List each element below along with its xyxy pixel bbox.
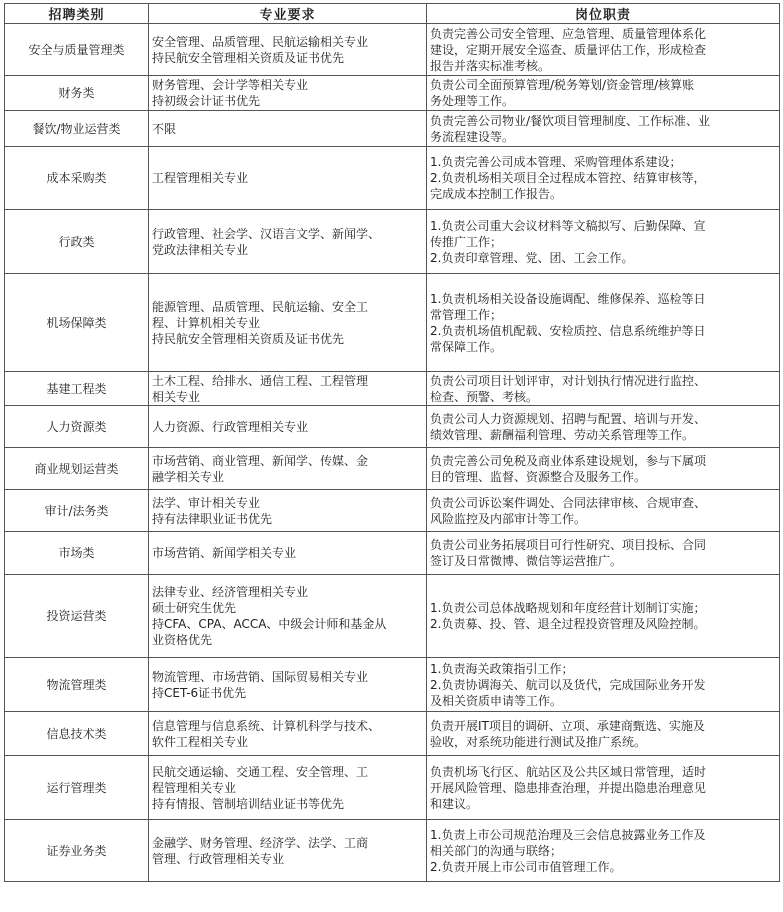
duties-cell: [427, 406, 780, 448]
requirement-line: 能源管理、品质管理、民航运输、安全工: [152, 299, 369, 314]
requirement-line: 安全管理、品质管理、民航运输相关专业: [152, 34, 369, 49]
duties-cell: [427, 448, 780, 490]
requirement-line: 持民航安全管理相关资质及证书优先: [152, 331, 345, 346]
requirements-cell: [149, 274, 427, 372]
duties-cell: [427, 575, 780, 658]
category-cell: 人力资源类: [5, 406, 149, 448]
category-cell: 餐饮/物业运营类: [5, 111, 149, 147]
duty-line: 相关部门的沟通与联络；: [430, 843, 563, 858]
table-row: [5, 712, 780, 756]
duty-line: 负责公司项目计划评审，对计划执行情况进行监控、: [430, 373, 707, 388]
requirements-cell: [149, 490, 427, 532]
duty-line: 检查、预警、考核。: [430, 389, 539, 404]
requirements-cell: [149, 712, 427, 756]
duty-line: 2.负责开展上市公司市值管理工作。: [430, 859, 622, 874]
duty-line: 2.负责机场值机配载、安检质控、信息系统维护等日: [430, 323, 706, 338]
duty-line: 绩效管理、薪酬福利管理、劳动关系管理等工作。: [430, 427, 695, 442]
category-cell: 物流管理类: [5, 658, 149, 712]
requirement-line: 法律专业、经济管理相关专业: [152, 585, 309, 599]
duty-line: 负责开展IT项目的调研、立项、承建商甄选、实施及: [430, 718, 705, 733]
duties-cell: [427, 111, 780, 147]
duty-line: 常管理工作；: [430, 307, 503, 322]
recruitment-table: [4, 3, 780, 882]
requirement-line: 持民航安全管理相关资质及证书优先: [152, 50, 345, 65]
duty-line: 和建议。: [430, 796, 479, 811]
category-cell: 机场保障类: [5, 274, 149, 372]
requirement-line: 持CET-6证书优先: [152, 685, 247, 700]
duty-line: 2.负责印章管理、党、团、工会工作。: [430, 250, 634, 265]
category-cell: 成本采购类: [5, 147, 149, 210]
duty-line: 负责公司诉讼案件调处、合同法律审核、合规审查、: [430, 495, 707, 510]
requirement-line: 软件工程相关专业: [152, 734, 249, 749]
duty-line: 报告并落实标准考核。: [430, 58, 551, 73]
requirements-cell: [149, 658, 427, 712]
duty-line: 2.负责协调海关、航司以及货代，完成国际业务开发: [430, 677, 706, 692]
category-cell: 运行管理类: [5, 756, 149, 820]
duties-cell: [427, 658, 780, 712]
table-row: [5, 756, 780, 820]
requirement-line: 管理、行政管理相关专业: [152, 851, 285, 866]
duty-line: 开展风险管理、隐患排查治理，并提出隐患治理意见: [430, 780, 707, 795]
requirement-line: 持有法律职业证书优先: [152, 511, 273, 526]
duty-line: 目的管理、监督、资源整合及服务工作。: [430, 469, 647, 484]
requirements-cell: [149, 448, 427, 490]
requirements-cell: [149, 210, 427, 274]
duties-cell: [427, 532, 780, 575]
table-body: [5, 24, 780, 882]
duty-line: 负责公司人力资源规划、招聘与配置、培训与开发、: [430, 411, 707, 426]
duty-line: 务流程建设等。: [430, 129, 515, 144]
duty-line: 1.负责完善公司成本管理、采购管理体系建设；: [430, 155, 682, 169]
requirements-cell: [149, 532, 427, 575]
duty-line: 签订及日常微博、微信等运营推广。: [430, 554, 623, 568]
duty-line: 1.负责公司重大会议材料等文稿拟写、后勤保障、宣: [430, 218, 706, 233]
requirement-line: 金融学、财务管理、经济学、法学、工商: [152, 835, 369, 850]
table-row: [5, 111, 780, 147]
category-cell: 基建工程类: [5, 372, 149, 406]
category-cell: 市场类: [5, 532, 149, 575]
requirements-cell: [149, 147, 427, 210]
table-row: [5, 274, 780, 372]
duty-line: 负责完善公司安全管理、应急管理、质量管理体系化: [430, 26, 707, 41]
table-row: [5, 210, 780, 274]
header-requirements: 专业要求: [149, 4, 427, 24]
duty-line: 常保障工作。: [430, 339, 503, 354]
requirement-line: 法学、审计相关专业: [152, 495, 261, 510]
requirement-line: 市场营销、新闻学相关专业: [152, 546, 297, 560]
requirement-line: 物流管理、市场营销、国际贸易相关专业: [152, 669, 369, 684]
category-cell: 行政类: [5, 210, 149, 274]
requirement-line: 持CFA、CPA、ACCA、中级会计师和基金从: [152, 617, 387, 631]
requirements-cell: [149, 372, 427, 406]
duties-cell: [427, 372, 780, 406]
duty-line: 务处理等工作。: [430, 94, 515, 108]
duty-line: 1.负责机场相关设备设施调配、维修保养、巡检等日: [430, 291, 706, 306]
duties-cell: [427, 756, 780, 820]
table-row: [5, 490, 780, 532]
duties-cell: [427, 712, 780, 756]
category-cell: 财务类: [5, 76, 149, 111]
duty-line: 传推广工作；: [430, 234, 503, 249]
requirement-line: 信息管理与信息系统、计算机科学与技术、: [152, 718, 381, 733]
table-row: [5, 820, 780, 882]
requirement-line: 持有情报、管制培训结业证书等优先: [152, 796, 345, 811]
category-cell: 投资运营类: [5, 575, 149, 658]
duty-line: 负责完善公司物业/餐饮项目管理制度、工作标准、业: [430, 113, 711, 128]
requirement-line: 市场营销、商业管理、新闻学、传媒、金: [152, 453, 369, 468]
requirement-line: 程管理相关专业: [152, 780, 237, 795]
table-header: [5, 4, 780, 24]
requirement-line: 土木工程、给排水、通信工程、工程管理: [152, 373, 369, 388]
table-row: [5, 24, 780, 76]
duty-line: 1.负责上市公司规范治理及三会信息披露业务工作及: [430, 827, 706, 842]
category-cell: 审计/法务类: [5, 490, 149, 532]
duty-line: 验收，对系统功能进行测试及推广系统。: [430, 734, 647, 749]
requirement-line: 相关专业: [152, 389, 201, 404]
duties-cell: [427, 820, 780, 882]
requirements-cell: [149, 406, 427, 448]
duties-cell: [427, 490, 780, 532]
category-cell: 安全与质量管理类: [5, 24, 149, 76]
requirement-line: 工程管理相关专业: [152, 171, 249, 185]
table-row: [5, 372, 780, 406]
duties-cell: [427, 24, 780, 76]
duties-cell: [427, 210, 780, 274]
duty-line: 负责公司业务拓展项目可行性研究、项目投标、合同: [430, 538, 707, 552]
requirements-cell: [149, 76, 427, 111]
requirements-cell: [149, 820, 427, 882]
requirement-line: 行政管理、社会学、汉语言文学、新闻学、: [152, 226, 381, 241]
requirement-line: 持初级会计证书优先: [152, 94, 261, 108]
table-row: [5, 76, 780, 111]
requirements-cell: [149, 756, 427, 820]
header-row: [5, 4, 780, 24]
table-row: [5, 575, 780, 658]
table-row: [5, 406, 780, 448]
category-cell: 商业规划运营类: [5, 448, 149, 490]
table-row: [5, 448, 780, 490]
duty-line: 2.负责机场相关项目全过程成本管控、结算审核等，: [430, 171, 706, 185]
duties-cell: [427, 76, 780, 111]
duty-line: 完成成本控制工作报告。: [430, 187, 563, 201]
category-cell: 信息技术类: [5, 712, 149, 756]
duty-line: 2.负责募、投、管、退全过程投资管理及风险控制。: [430, 617, 706, 631]
table-row: [5, 532, 780, 575]
requirement-line: 硕士研究生优先: [152, 601, 237, 615]
header-duties: 岗位职责: [427, 4, 780, 24]
requirement-line: 程、计算机相关专业: [152, 315, 261, 330]
duty-line: 1.负责海关政策指引工作；: [430, 661, 574, 676]
duty-line: 及相关资质申请等工作。: [430, 693, 563, 708]
requirement-line: 人力资源、行政管理相关专业: [152, 419, 309, 434]
requirements-cell: [149, 24, 427, 76]
category-cell: 证券业务类: [5, 820, 149, 882]
requirement-line: 融学相关专业: [152, 469, 225, 484]
duty-line: 风险监控及内部审计等工作。: [430, 511, 587, 526]
requirement-line: 业资格优先: [152, 633, 213, 647]
duty-line: 建设，定期开展安全巡查、质量评估工作，形成检查: [430, 42, 707, 57]
duty-line: 负责公司全面预算管理/税务筹划/资金管理/核算账: [430, 78, 695, 92]
requirements-cell: [149, 575, 427, 658]
duties-cell: [427, 274, 780, 372]
requirements-cell: [149, 111, 427, 147]
requirement-line: 不限: [152, 121, 177, 136]
requirement-line: 党政法律相关专业: [152, 242, 249, 257]
duties-cell: [427, 147, 780, 210]
header-category: 招聘类别: [5, 4, 149, 24]
duty-line: 1.负责公司总体战略规划和年度经营计划制订实施；: [430, 601, 706, 615]
table-row: [5, 658, 780, 712]
requirement-line: 财务管理、会计学等相关专业: [152, 78, 309, 92]
table-row: [5, 147, 780, 210]
duty-line: 负责完善公司免税及商业体系建设规划，参与下属项: [430, 453, 707, 468]
duty-line: 负责机场飞行区、航站区及公共区域日常管理，适时: [430, 764, 707, 779]
requirement-line: 民航交通运输、交通工程、安全管理、工: [152, 764, 369, 779]
